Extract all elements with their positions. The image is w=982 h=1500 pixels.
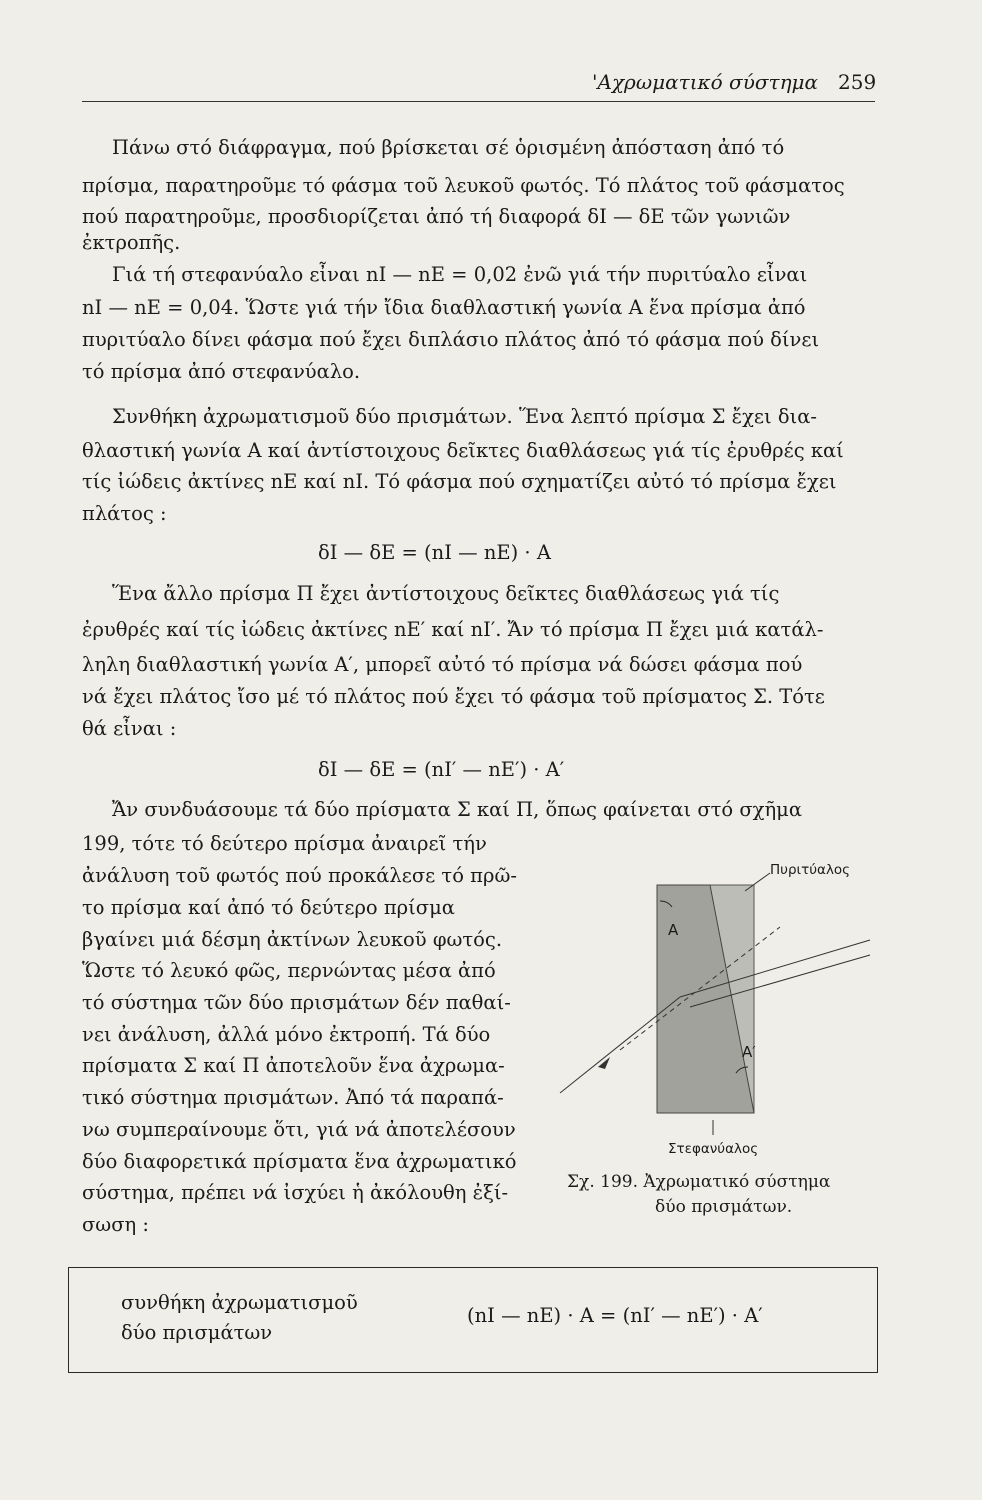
boxed-condition [68, 1267, 878, 1373]
text-line: νά ἔχει πλάτος ἴσο μέ τό πλάτος πού ἔχει τό φάσμα τοῦ πρίσματος Σ. Τότε [82, 685, 825, 708]
text-line: σωση : [82, 1213, 149, 1236]
text-line: νω συμπεραίνουμε ὅτι, γιά νά ἀποτελέσουν [82, 1118, 516, 1141]
text-line: nI — nE = 0,04. Ὥστε γιά τήν ἴδια διαθλαστική γωνία A ἕνα πρίσμα ἀπό [82, 296, 806, 319]
text-line: ἐκτροπῆς. [82, 231, 181, 254]
text-line: τίς ἰώδεις ἀκτίνες nE καί nI. Τό φάσμα πού σχηματίζει αὐτό τό πρίσμα ἔχει [82, 470, 837, 493]
text-line: δύο διαφορετικά πρίσματα ἕνα ἀχρωματικό [82, 1150, 517, 1173]
text-line: τό πρίσμα ἀπό στεφανύαλο. [82, 360, 361, 383]
prism-system-figure [550, 845, 880, 1165]
box-equation: (nI — nE) · A = (nI′ — nE′) · A′ [467, 1304, 763, 1327]
text-line: Ὥστε τό λευκό φῶς, περνώντας μέσα ἀπό [82, 959, 496, 982]
text-line: ληλη διαθλαστική γωνία A′, μπορεῖ αὐτό τό πρίσμα νά δώσει φάσμα πού [82, 653, 803, 676]
angle-a-label: A [668, 921, 679, 939]
equation-1: δI — δE = (nI — nE) · A [318, 541, 551, 564]
text-line: θλαστική γωνία A καί ἀντίστοιχους δεῖκτες διαθλάσεως γιά τίς ἐρυθρές καί [82, 439, 844, 462]
text-line: πλάτος : [82, 502, 167, 525]
running-head-title: 'Αχρωματικό σύστημα [592, 70, 819, 94]
page-number: 259 [838, 70, 877, 94]
text-line: Γιά τή στεφανύαλο εἶναι nI — nE = 0,02 ἐνῶ γιά τήν πυριτύαλο εἶναι [112, 263, 808, 286]
ray-arrow [598, 1057, 610, 1069]
angle-a-prime-label: A′ [742, 1043, 756, 1061]
text-line: πού παρατηροῦμε, προσδιορίζεται ἀπό τή διαφορά δI — δE τῶν γωνιῶν [82, 205, 791, 228]
text-line: πρίσμα, παρατηροῦμε τό φάσμα τοῦ λευκοῦ φωτός. Τό πλάτος τοῦ φάσματος [82, 174, 845, 197]
box-label-line1: συνθήκη ἀχρωματισμοῦ [121, 1291, 358, 1314]
text-line: τικό σύστημα πρισμάτων. Ἀπό τά παραπά- [82, 1086, 504, 1109]
section-heading-line: Συνθήκη ἀχρωματισμοῦ δύο πρισμάτων. Ἕνα λεπτό πρίσμα Σ ἔχει δια- [112, 405, 817, 428]
text-line: θά εἶναι : [82, 717, 177, 740]
flint-glass-label: Πυριτύαλος [770, 862, 851, 878]
figure-caption: Σχ. 199. Ἀχρωματικό σύστημα [567, 1172, 831, 1192]
text-line: νει ἀνάλυση, ἀλλά μόνο ἐκτροπή. Τά δύο [82, 1023, 491, 1046]
text-line: Πάνω στό διάφραγμα, πού βρίσκεται σέ ὁρισμένη ἀπόσταση ἀπό τό [112, 136, 785, 159]
text-line: ἀνάλυση τοῦ φωτός πού προκάλεσε τό πρῶ- [82, 864, 517, 887]
text-line: πρίσματα Σ καί Π ἀποτελοῦν ἕνα ἀχρωμα- [82, 1054, 505, 1077]
box-label-line2: δύο πρισμάτων [121, 1321, 273, 1344]
text-line: τό σύστημα τῶν δύο πρισμάτων δέν παθαί- [82, 991, 511, 1014]
equation-2: δI — δE = (nI′ — nE′) · A′ [318, 758, 565, 781]
figure-caption-2: δύο πρισμάτων. [655, 1197, 793, 1217]
text-line: ἐρυθρές καί τίς ἰώδεις ἀκτίνες nE′ καί nI′. Ἄν τό πρίσμα Π ἔχει μιά κατάλ- [82, 618, 824, 641]
text-line: Ἄν συνδυάσουμε τά δύο πρίσματα Σ καί Π, ὅπως φαίνεται στό σχῆμα [112, 798, 803, 821]
header-rule [82, 101, 875, 102]
text-line: Ἕνα ἄλλο πρίσμα Π ἔχει ἀντίστοιχους δεῖκτες διαθλάσεως γιά τίς [112, 582, 780, 605]
crown-glass-label: Στεφανύαλος [668, 1141, 759, 1157]
text-line: σύστημα, πρέπει νά ἰσχύει ἡ ἀκόλουθη ἐξί- [82, 1181, 509, 1204]
text-line: 199, τότε τό δεύτερο πρίσμα ἀναιρεῖ τήν [82, 832, 487, 855]
text-line: βγαίνει μιά δέσμη ἀκτίνων λευκοῦ φωτός. [82, 928, 503, 951]
label-pointer [745, 873, 770, 891]
text-line: το πρίσμα καί ἀπό τό δεύτερο πρίσμα [82, 896, 455, 919]
text-line: πυριτύαλο δίνει φάσμα πού ἔχει διπλάσιο πλάτος ἀπό τό φάσμα πού δίνει [82, 328, 820, 351]
